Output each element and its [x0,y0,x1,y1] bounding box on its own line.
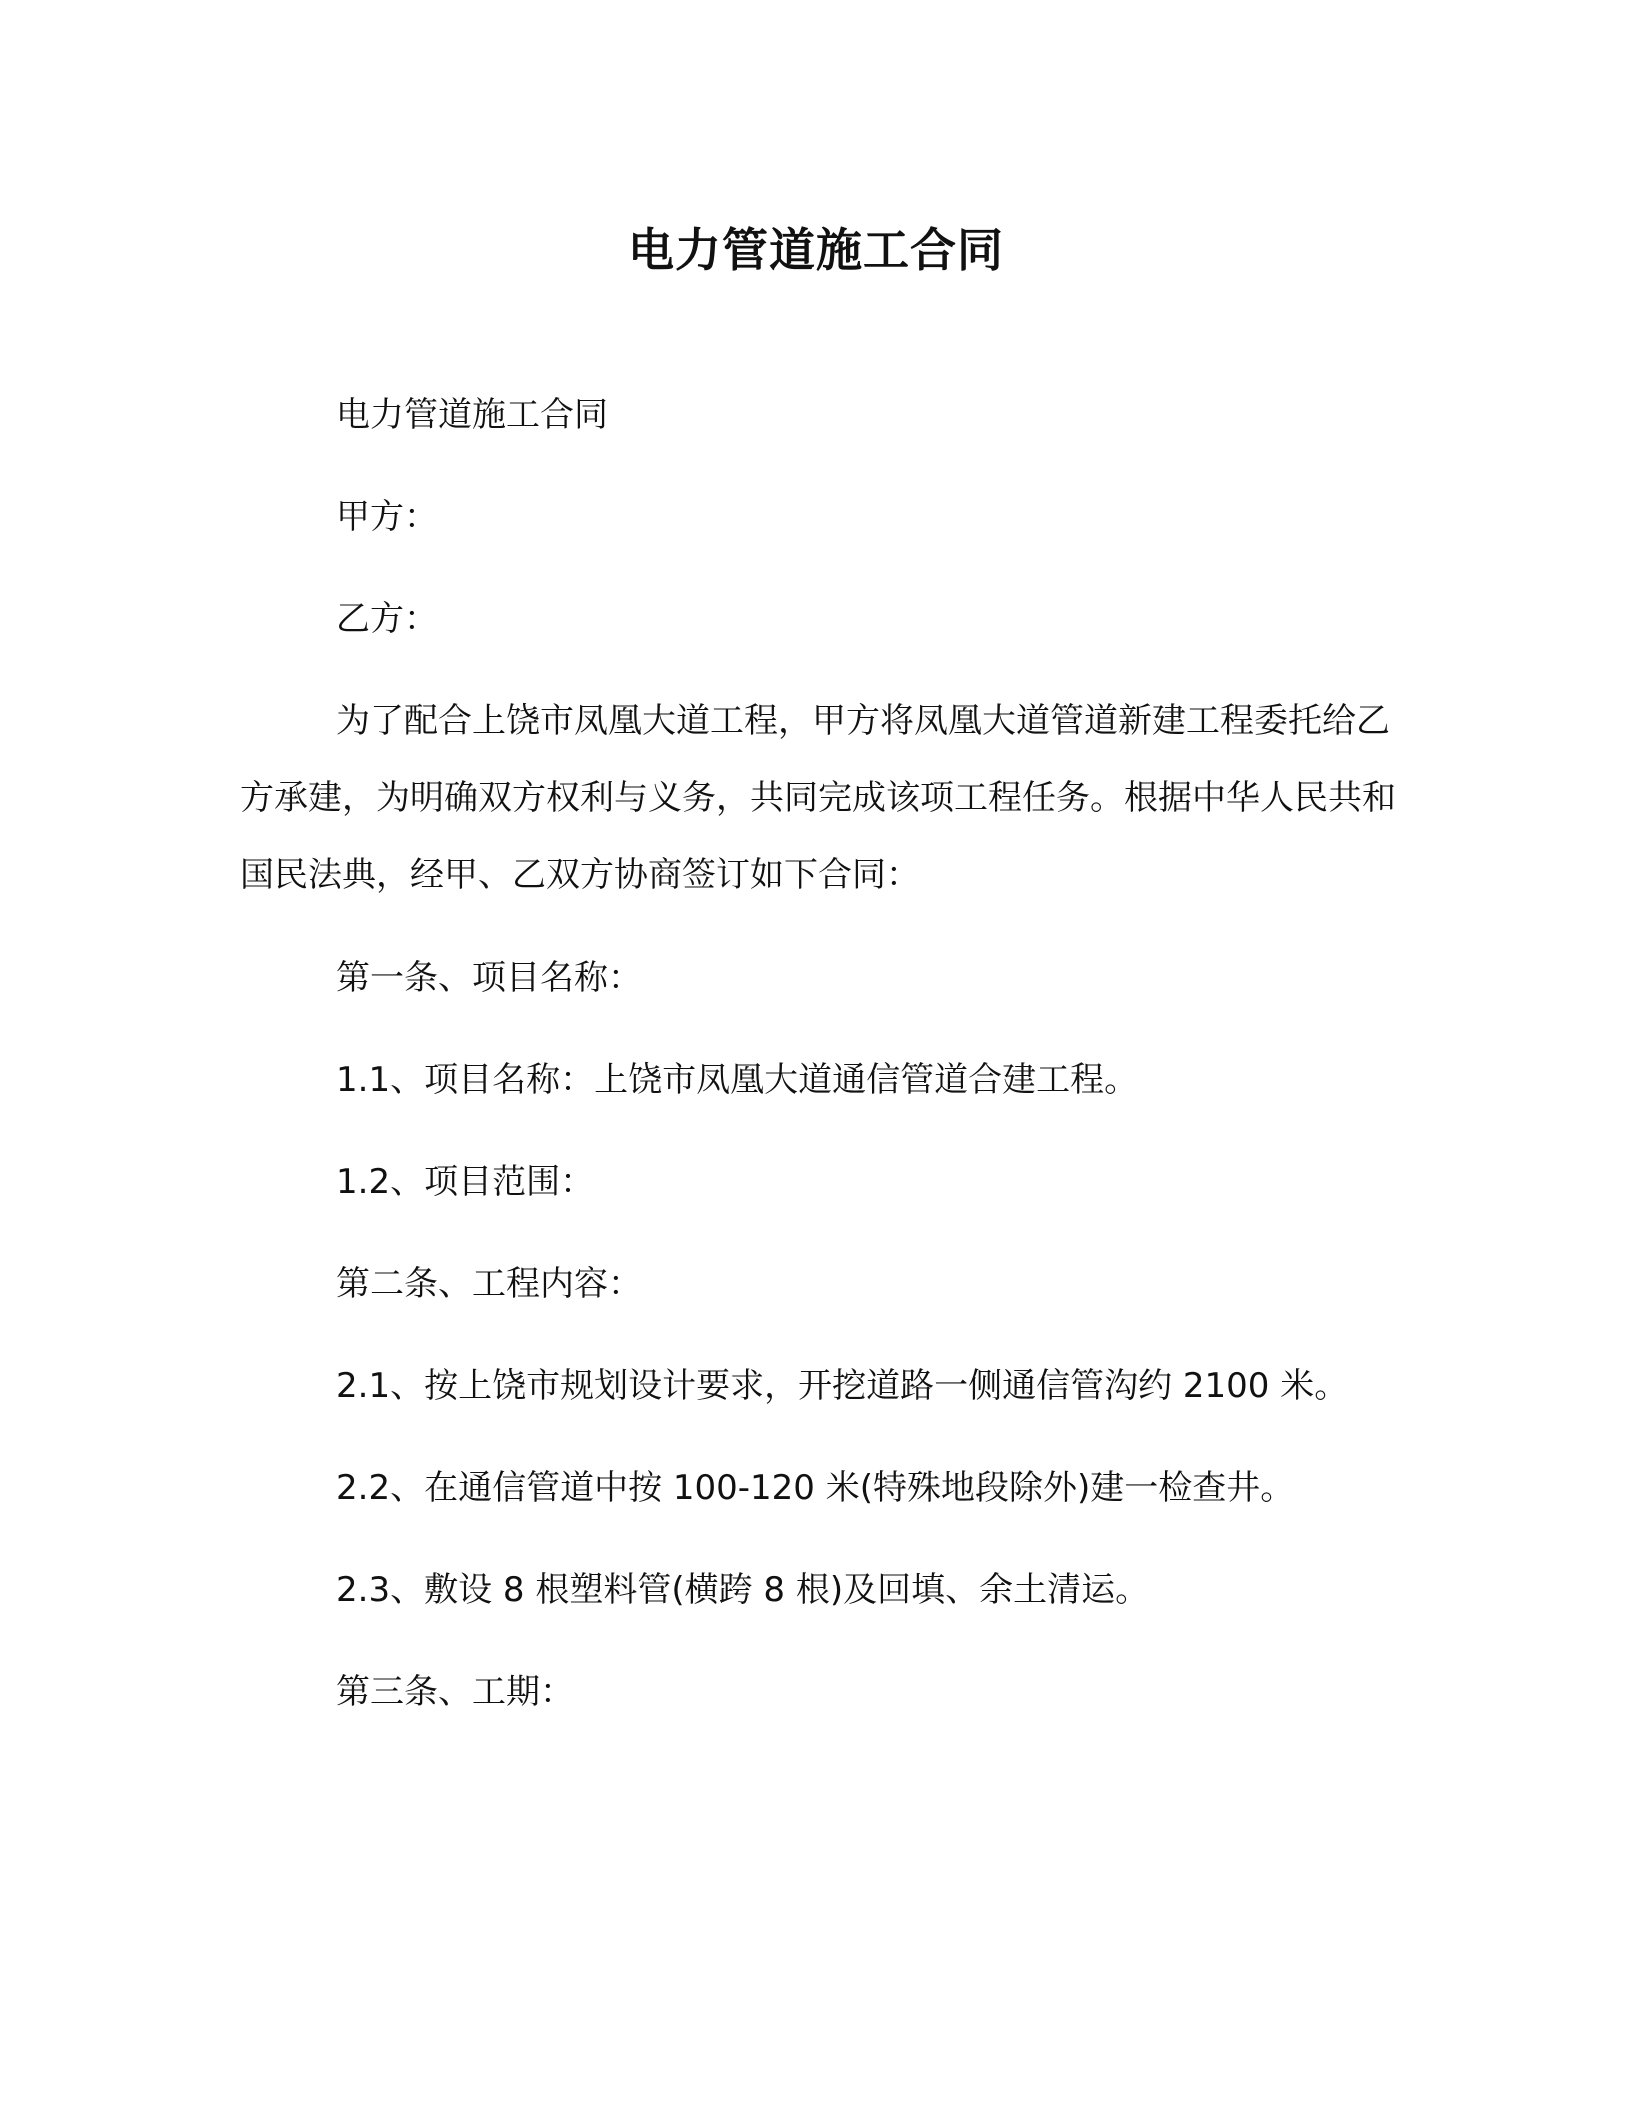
paragraph-party-a: 甲方： [336,497,438,537]
paragraph-article-2: 第二条、工程内容： [336,1264,642,1304]
document-body [240,390,1410,1769]
paragraph-subtitle: 电力管道施工合同 [336,395,608,435]
paragraph-party-b: 乙方： [336,599,438,639]
paragraph-clause-2-2: 2.2、在通信管道中按 100-120 米(特殊地段除外)建一检查井。 [336,1468,1295,1508]
paragraph-preamble: 为了配合上饶市凤凰大道工程，甲方将凤凰大道管道新建工程委托给乙方承建，为明确双方权利与义务，共同完成该项工程任务。根据中华人民共和国民法典，经甲、乙双方协商签订如下合同： [240,701,1396,895]
paragraph-clause-2-3: 2.3、敷设 8 根塑料管(横跨 8 根)及回填、余土清运。 [336,1570,1150,1610]
paragraph-article-3: 第三条、工期： [336,1672,574,1712]
paragraph-article-1: 第一条、项目名称： [336,958,642,998]
paragraph-clause-1-2: 1.2、项目范围： [336,1162,595,1202]
paragraph-clause-2-1: 2.1、按上饶市规划设计要求，开挖道路一侧通信管沟约 2100 米。 [336,1366,1349,1406]
document-title: 电力管道施工合同 [628,223,1004,277]
paragraph-clause-1-1: 1.1、项目名称：上饶市凤凰大道通信管道合建工程。 [336,1060,1139,1100]
